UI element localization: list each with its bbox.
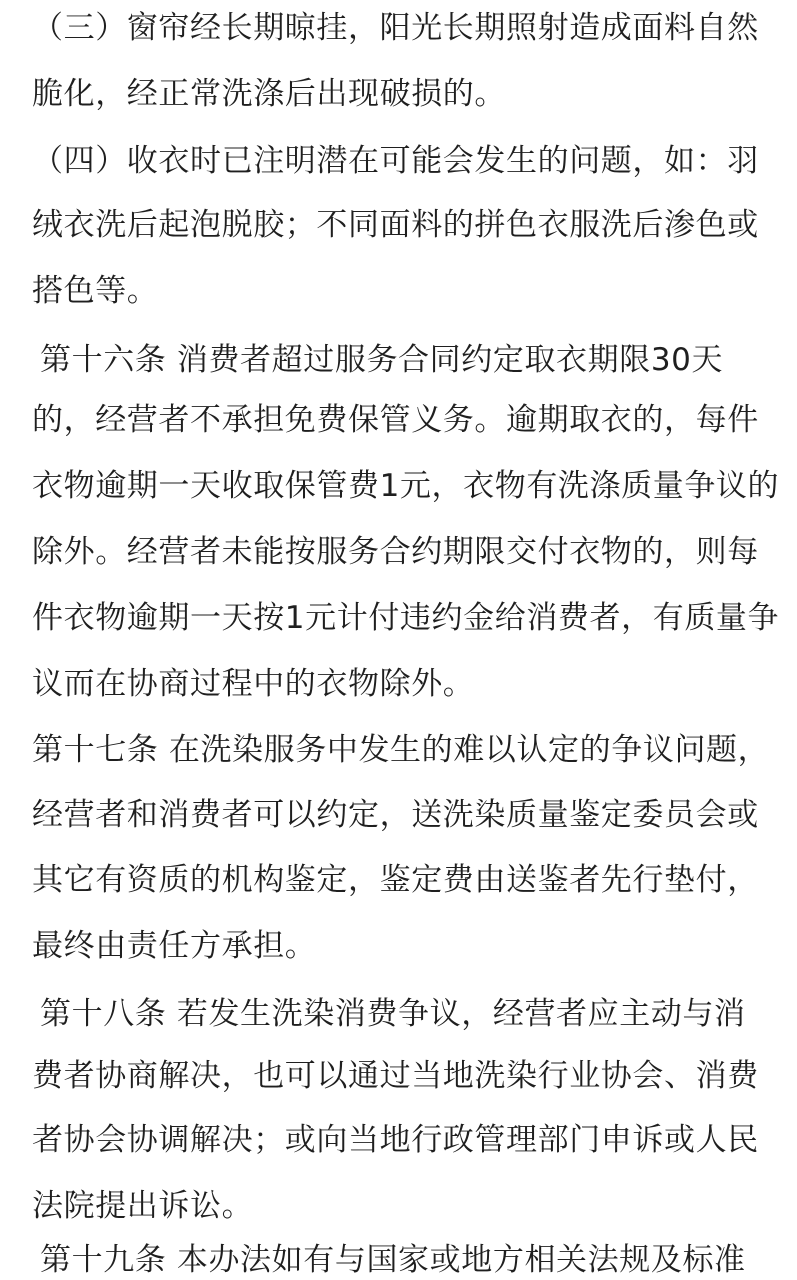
paragraph-2-line-1: （四）收衣时已注明潜在可能会发生的问题，如：羽 <box>32 143 759 179</box>
paragraph-2-line-3: 搭色等。 <box>32 273 159 309</box>
paragraph-1-line-1: （三）窗帘经长期晾挂，阳光长期照射造成面料自然 <box>32 10 759 46</box>
article-16-line-6: 议而在协商过程中的衣物除外。 <box>32 666 475 702</box>
article-19-line-1: 第十九条 本办法如有与国家或地方相关法规及标准 <box>40 1242 746 1278</box>
article-18-line-2: 费者协商解决，也可以通过当地洗染行业协会、消费 <box>32 1058 759 1094</box>
paragraph-1-line-2: 脆化，经正常洗涤后出现破损的。 <box>32 76 506 112</box>
article-16-line-2: 的，经营者不承担免费保管义务。逾期取衣的，每件 <box>32 402 759 438</box>
article-16-line-3: 衣物逾期一天收取保管费1元，衣物有洗涤质量争议的 <box>32 468 780 504</box>
article-17-line-1: 第十七条 在洗染服务中发生的难以认定的争议问题， <box>32 732 770 768</box>
article-17-line-3: 其它有资质的机构鉴定，鉴定费由送鉴者先行垫付， <box>32 862 759 898</box>
article-16-line-1: 第十六条 消费者超过服务合同约定取衣期限30天 <box>40 342 724 378</box>
article-16-line-5: 件衣物逾期一天按1元计付违约金给消费者，有质量争 <box>32 600 780 636</box>
article-18-line-1: 第十八条 若发生洗染消费争议，经营者应主动与消 <box>40 996 746 1032</box>
article-16-line-4: 除外。经营者未能按服务合约期限交付衣物的，则每 <box>32 534 759 570</box>
article-17-line-4: 最终由责任方承担。 <box>32 928 317 964</box>
article-17-line-2: 经营者和消费者可以约定，送洗染质量鉴定委员会或 <box>32 797 759 833</box>
article-18-line-4: 法院提出诉讼。 <box>32 1188 254 1224</box>
paragraph-2-line-2: 绒衣洗后起泡脱胶；不同面料的拼色衣服洗后渗色或 <box>32 207 759 243</box>
article-18-line-3: 者协会协调解决；或向当地行政管理部门申诉或人民 <box>32 1122 759 1158</box>
